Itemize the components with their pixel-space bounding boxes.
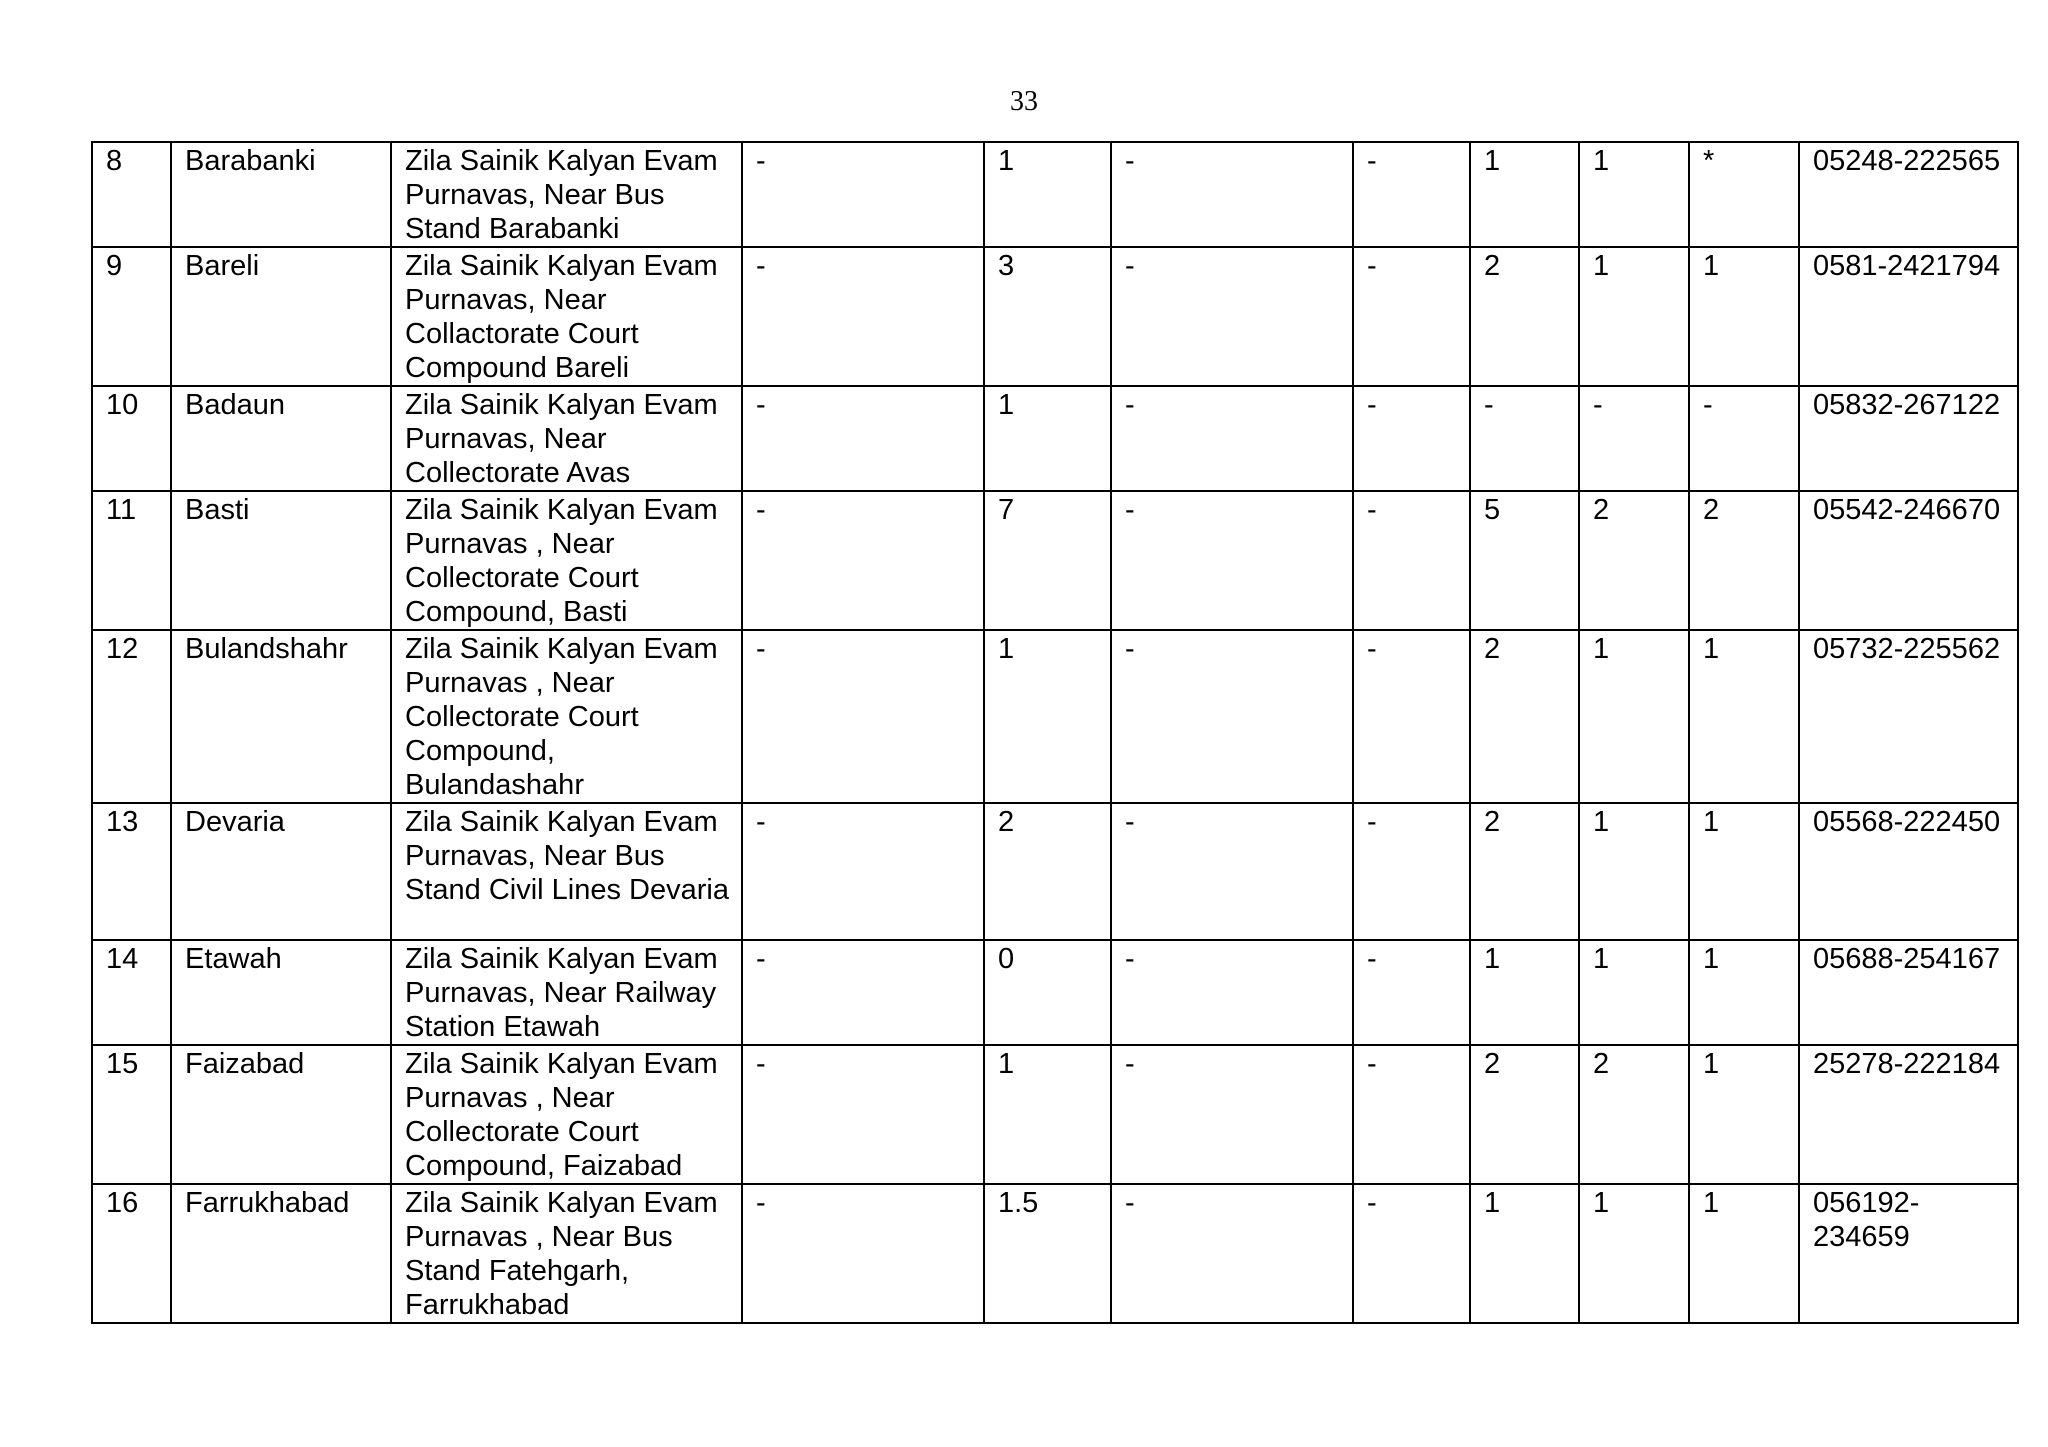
value-cell: 1	[1579, 803, 1689, 940]
value-cell: -	[1353, 142, 1470, 247]
value-cell: -	[1111, 386, 1353, 491]
value-cell: 1	[1689, 940, 1799, 1045]
table-row	[92, 386, 2018, 491]
phone-cell: 05248-222565	[1799, 142, 2018, 247]
value-cell: -	[1353, 1184, 1470, 1323]
value-cell: 1	[1579, 142, 1689, 247]
address-cell: Zila Sainik Kalyan Evam Purnavas, Near Railway Station Etawah	[391, 940, 742, 1045]
value-cell: 1	[1689, 803, 1799, 940]
value-cell: -	[742, 630, 984, 803]
value-cell: -	[1353, 1045, 1470, 1184]
value-cell: 3	[984, 247, 1111, 386]
value-cell: -	[1353, 491, 1470, 630]
value-cell: 2	[1579, 1045, 1689, 1184]
value-cell: -	[742, 940, 984, 1045]
value-cell: 1.5	[984, 1184, 1111, 1323]
table-row	[92, 491, 2018, 630]
serial-number-cell: 8	[92, 142, 171, 247]
value-cell: 5	[1470, 491, 1579, 630]
value-cell: 1	[1579, 247, 1689, 386]
value-cell: -	[1470, 386, 1579, 491]
value-cell: 1	[984, 630, 1111, 803]
value-cell: -	[1111, 803, 1353, 940]
value-cell: -	[742, 247, 984, 386]
value-cell: -	[1111, 1184, 1353, 1323]
value-cell: 2	[1470, 630, 1579, 803]
value-cell: 1	[1689, 247, 1799, 386]
serial-number-cell: 10	[92, 386, 171, 491]
district-cell: Etawah	[171, 940, 391, 1045]
phone-cell: 05688-254167	[1799, 940, 2018, 1045]
district-cell: Bareli	[171, 247, 391, 386]
address-cell: Zila Sainik Kalyan Evam Purnavas , Near Bus Stand Fatehgarh, Farrukhabad	[391, 1184, 742, 1323]
address-cell: Zila Sainik Kalyan Evam Purnavas, Near Collectorate Avas	[391, 386, 742, 491]
value-cell: -	[1353, 630, 1470, 803]
serial-number-cell: 12	[92, 630, 171, 803]
district-cell: Basti	[171, 491, 391, 630]
value-cell: 1	[1470, 142, 1579, 247]
value-cell: 1	[1689, 630, 1799, 803]
address-cell: Zila Sainik Kalyan Evam Purnavas, Near Bus Stand Barabanki	[391, 142, 742, 247]
district-cell: Badaun	[171, 386, 391, 491]
district-cell: Faizabad	[171, 1045, 391, 1184]
value-cell: -	[742, 803, 984, 940]
value-cell: -	[742, 1184, 984, 1323]
value-cell: 1	[984, 386, 1111, 491]
district-cell: Farrukhabad	[171, 1184, 391, 1323]
value-cell: 1	[1470, 1184, 1579, 1323]
serial-number-cell: 14	[92, 940, 171, 1045]
table-row	[92, 803, 2018, 940]
value-cell: -	[1353, 247, 1470, 386]
value-cell: 7	[984, 491, 1111, 630]
value-cell: 2	[984, 803, 1111, 940]
value-cell: 1	[1470, 940, 1579, 1045]
serial-number-cell: 16	[92, 1184, 171, 1323]
page-number: 33	[1010, 86, 1038, 117]
serial-number-cell: 11	[92, 491, 171, 630]
value-cell: 1	[1689, 1045, 1799, 1184]
district-cell: Devaria	[171, 803, 391, 940]
value-cell: -	[1111, 630, 1353, 803]
value-cell: 1	[984, 142, 1111, 247]
phone-cell: 05542-246670	[1799, 491, 2018, 630]
serial-number-cell: 9	[92, 247, 171, 386]
value-cell: 1	[1689, 1184, 1799, 1323]
value-cell: -	[1111, 940, 1353, 1045]
value-cell: 1	[984, 1045, 1111, 1184]
phone-cell: 05732-225562	[1799, 630, 2018, 803]
value-cell: 0	[984, 940, 1111, 1045]
value-cell: *	[1689, 142, 1799, 247]
value-cell: -	[1111, 142, 1353, 247]
value-cell: -	[1111, 247, 1353, 386]
table-row	[92, 247, 2018, 386]
district-cell: Bulandshahr	[171, 630, 391, 803]
value-cell: -	[1111, 491, 1353, 630]
value-cell: 1	[1579, 630, 1689, 803]
value-cell: 2	[1470, 803, 1579, 940]
value-cell: -	[742, 142, 984, 247]
value-cell: 2	[1470, 1045, 1579, 1184]
district-office-table	[91, 141, 2019, 1324]
value-cell: 1	[1579, 940, 1689, 1045]
value-cell: -	[1353, 803, 1470, 940]
serial-number-cell: 15	[92, 1045, 171, 1184]
table-row	[92, 940, 2018, 1045]
district-cell: Barabanki	[171, 142, 391, 247]
serial-number-cell: 13	[92, 803, 171, 940]
value-cell: -	[742, 491, 984, 630]
address-cell: Zila Sainik Kalyan Evam Purnavas , Near Collectorate Court Compound, Basti	[391, 491, 742, 630]
value-cell: -	[1689, 386, 1799, 491]
table-row	[92, 630, 2018, 803]
address-cell: Zila Sainik Kalyan Evam Purnavas, Near Collactorate Court Compound Bareli	[391, 247, 742, 386]
address-cell: Zila Sainik Kalyan Evam Purnavas , Near Collectorate Court Compound, Bulandashahr	[391, 630, 742, 803]
value-cell: -	[1111, 1045, 1353, 1184]
table-row	[92, 1184, 2018, 1323]
address-cell: Zila Sainik Kalyan Evam Purnavas , Near Collectorate Court Compound, Faizabad	[391, 1045, 742, 1184]
value-cell: 2	[1470, 247, 1579, 386]
value-cell: -	[1579, 386, 1689, 491]
value-cell: 2	[1689, 491, 1799, 630]
phone-cell: 05568-222450	[1799, 803, 2018, 940]
value-cell: -	[1353, 386, 1470, 491]
phone-cell: 056192-234659	[1799, 1184, 2018, 1323]
value-cell: -	[742, 386, 984, 491]
phone-cell: 25278-222184	[1799, 1045, 2018, 1184]
value-cell: -	[742, 1045, 984, 1184]
phone-cell: 05832-267122	[1799, 386, 2018, 491]
value-cell: 2	[1579, 491, 1689, 630]
phone-cell: 0581-2421794	[1799, 247, 2018, 386]
address-cell: Zila Sainik Kalyan Evam Purnavas, Near Bus Stand Civil Lines Devaria	[391, 803, 742, 940]
table-row	[92, 142, 2018, 247]
value-cell: -	[1353, 940, 1470, 1045]
value-cell: 1	[1579, 1184, 1689, 1323]
table-row	[92, 1045, 2018, 1184]
